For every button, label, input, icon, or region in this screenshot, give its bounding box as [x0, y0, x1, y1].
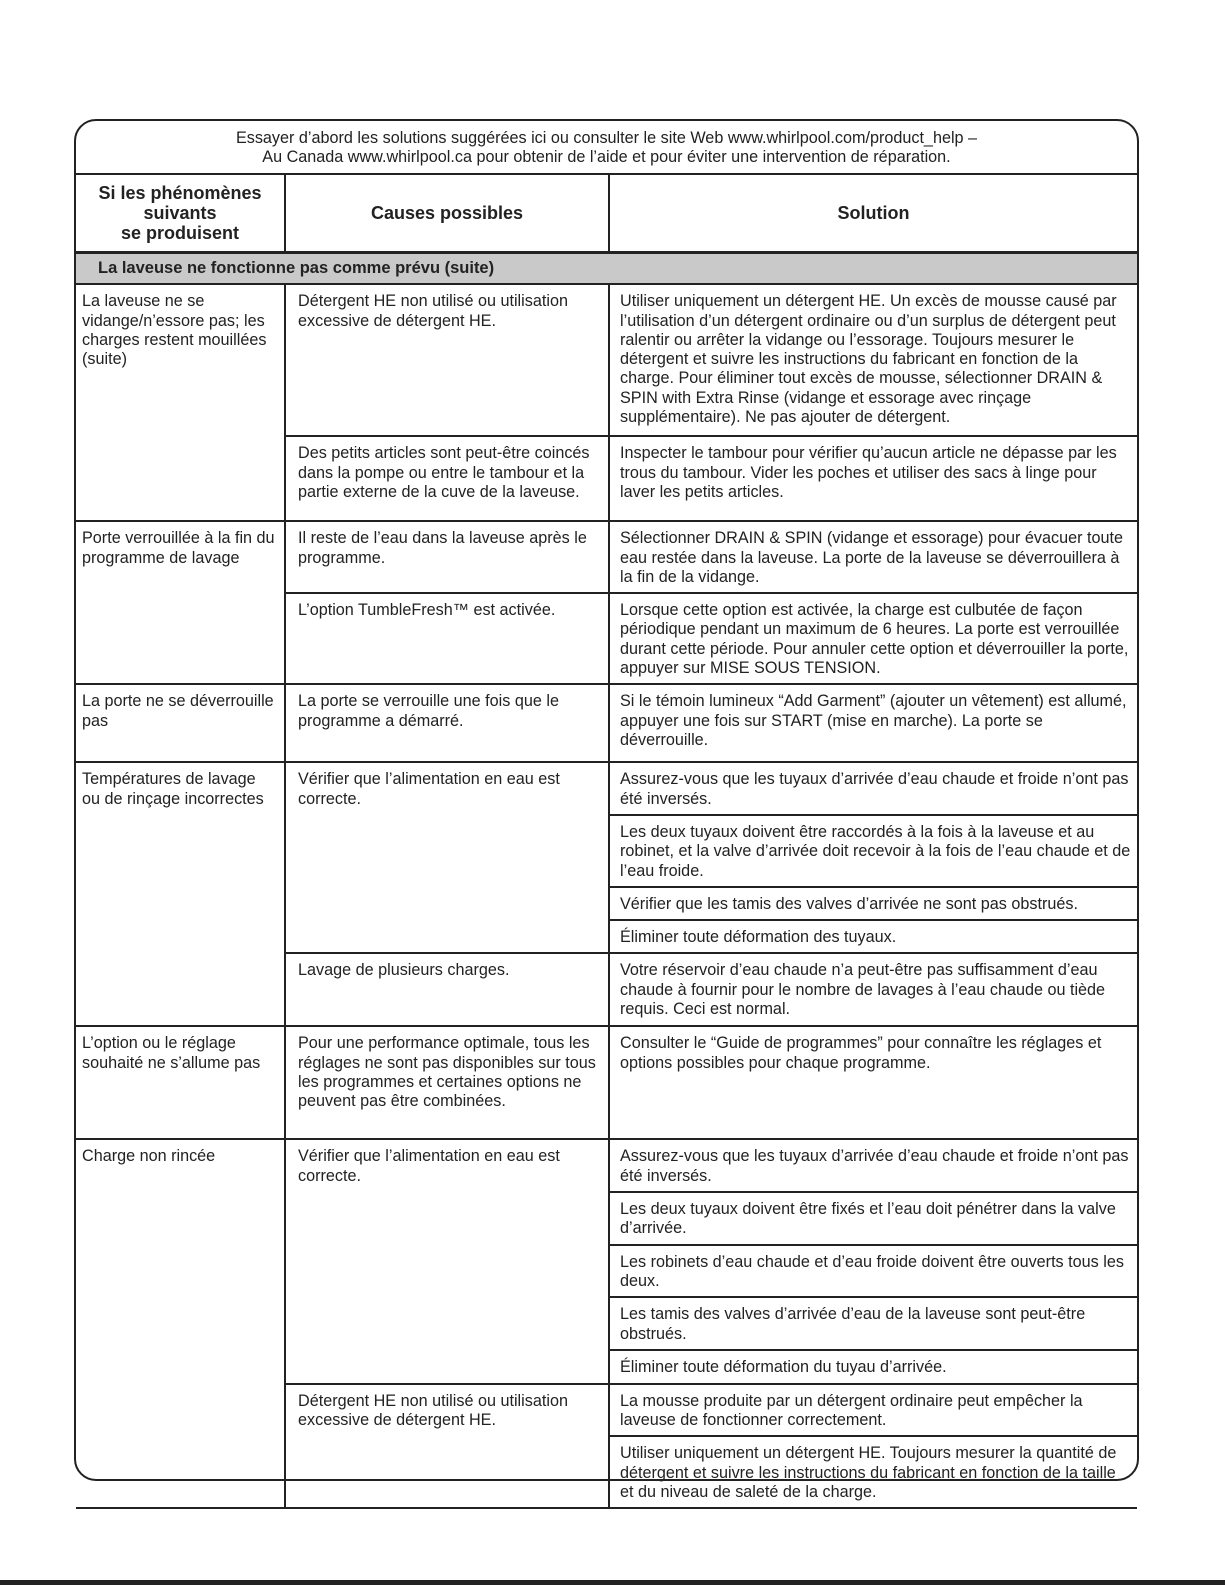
intro-note [76, 121, 1137, 175]
solution-cell: Les deux tuyaux doivent être fixés et l’eau doit pénétrer dans la valve d’arrivée. [609, 1192, 1137, 1245]
cause-cell: L’option TumbleFresh™ est activée. [285, 593, 609, 684]
solution-cell: Utiliser uniquement un détergent HE. Un excès de mousse causé par l’utilisation d’un détergent ordinaire ou d’un surplus de détergent peut ralentir ou arrêter la vidange ou l’essorage. Toujours mesurer le détergent et suivre les instructions du fabricant en fonction de la charge. Pour éliminer tout excès de mousse, sélectionner DRAIN & SPIN with Extra Rinse (vidange et essorage avec rinçage supplémentaire). Ne pas ajouter de détergent. [609, 284, 1137, 436]
cause-cell: Détergent HE non utilisé ou utilisation excessive de détergent HE. [285, 1384, 609, 1508]
page-bottom-rule [0, 1580, 1225, 1585]
solution-cell: Vérifier que les tamis des valves d’arrivée ne sont pas obstrués. [609, 887, 1137, 920]
troubleshooting-table [76, 175, 1137, 1509]
intro-line-2: Au Canada www.whirlpool.ca pour obtenir de l’aide et pour éviter une intervention de réparation. [262, 148, 951, 166]
symptom-cell: La porte ne se déverrouille pas [76, 684, 285, 762]
intro-line-1: Essayer d’abord les solutions suggérées ici ou consulter le site Web www.whirlpool.com/product_help – [235, 129, 978, 147]
solution-cell: Lorsque cette option est activée, la charge est culbutée de façon périodique pendant un maximum de 6 heures. La porte est verrouillée durant cette période. Pour annuler cette option et déverrouiller la porte, appuyer sur MISE SOUS TENSION. [609, 593, 1137, 684]
solution-cell: Éliminer toute déformation des tuyaux. [609, 920, 1137, 953]
cause-cell: Pour une performance optimale, tous les réglages ne sont pas disponibles sur tous les programmes et certaines options ne peuvent pas être combinées. [285, 1026, 609, 1139]
cause-cell: La porte se verrouille une fois que le programme a démarré. [285, 684, 609, 762]
header-row [76, 175, 1137, 253]
cause-cell: Vérifier que l’alimentation en eau est correcte. [285, 762, 609, 953]
solution-cell: Si le témoin lumineux “Add Garment” (ajouter un vêtement) est allumé, appuyer une fois sur START (mise en marche). La porte se déverrouille. [609, 684, 1137, 762]
header-symptoms [76, 175, 285, 253]
table-row [76, 1139, 1137, 1192]
solution-cell: La mousse produite par un détergent ordinaire peut empêcher la laveuse de fonctionner correctement. [609, 1384, 1137, 1437]
cause-cell: Il reste de l’eau dans la laveuse après le programme. [285, 521, 609, 593]
solution-cell: Utiliser uniquement un détergent HE. Toujours mesurer la quantité de détergent et suivre les instructions du fabricant en fonction de la taille et du niveau de saleté de la charge. [609, 1436, 1137, 1508]
symptom-cell: L’option ou le réglage souhaité ne s’allume pas [76, 1026, 285, 1139]
cause-cell: Lavage de plusieurs charges. [285, 953, 609, 1026]
header-symptoms-line-1: Si les phénomènes [98, 183, 262, 203]
solution-cell: Les deux tuyaux doivent être raccordés à la fois à la laveuse et au robinet, et la valve d’arrivée doit recevoir à la fois de l’eau chaude et de l’eau froide. [609, 815, 1137, 887]
header-symptoms-line-3: se produisent [120, 223, 240, 243]
symptom-cell: La laveuse ne se vidange/n’essore pas; les charges restent mouillées (suite) [76, 284, 285, 521]
symptom-cell: Porte verrouillée à la fin du programme de lavage [76, 521, 285, 684]
header-solution: Solution [609, 175, 1137, 253]
table-row [76, 762, 1137, 815]
section-row [76, 253, 1137, 285]
solution-cell: Inspecter le tambour pour vérifier qu’aucun article ne dépasse par les trous du tambour. Vider les poches et utiliser des sacs à linge pour laver les petits articles. [609, 436, 1137, 521]
solution-cell: Les tamis des valves d’arrivée d’eau de la laveuse sont peut-être obstrués. [609, 1297, 1137, 1350]
table-row [76, 1026, 1137, 1139]
cause-cell: Détergent HE non utilisé ou utilisation excessive de détergent HE. [285, 284, 609, 436]
solution-cell: Les robinets d’eau chaude et d’eau froide doivent être ouverts tous les deux. [609, 1245, 1137, 1298]
table-row [76, 284, 1137, 436]
table-row [76, 521, 1137, 593]
header-causes: Causes possibles [285, 175, 609, 253]
cause-cell: Vérifier que l’alimentation en eau est correcte. [285, 1139, 609, 1383]
symptom-cell: Charge non rincée [76, 1139, 285, 1508]
solution-cell: Votre réservoir d’eau chaude n’a peut-être pas suffisamment d’eau chaude à fournir pour le nombre de lavages à l’eau chaude ou tiède requis. Ceci est normal. [609, 953, 1137, 1026]
solution-cell: Assurez-vous que les tuyaux d’arrivée d’eau chaude et froide n’ont pas été inversés. [609, 762, 1137, 815]
solution-cell: Consulter le “Guide de programmes” pour connaître les réglages et options possibles pour chaque programme. [609, 1026, 1137, 1139]
solution-cell: Assurez-vous que les tuyaux d’arrivée d’eau chaude et froide n’ont pas été inversés. [609, 1139, 1137, 1192]
solution-cell: Éliminer toute déformation du tuyau d’arrivée. [609, 1350, 1137, 1384]
table-row [76, 684, 1137, 762]
symptom-cell: Températures de lavage ou de rinçage incorrectes [76, 762, 285, 1026]
troubleshooting-table-frame [74, 119, 1139, 1502]
section-title: La laveuse ne fonctionne pas comme prévu (suite) [76, 253, 1137, 285]
header-symptoms-line-2: suivants [143, 203, 217, 223]
solution-cell: Sélectionner DRAIN & SPIN (vidange et essorage) pour évacuer toute eau restée dans la laveuse. La porte de la laveuse se déverrouillera à la fin de la vidange. [609, 521, 1137, 593]
cause-cell: Des petits articles sont peut-être coincés dans la pompe ou entre le tambour et la partie externe de la cuve de la laveuse. [285, 436, 609, 521]
